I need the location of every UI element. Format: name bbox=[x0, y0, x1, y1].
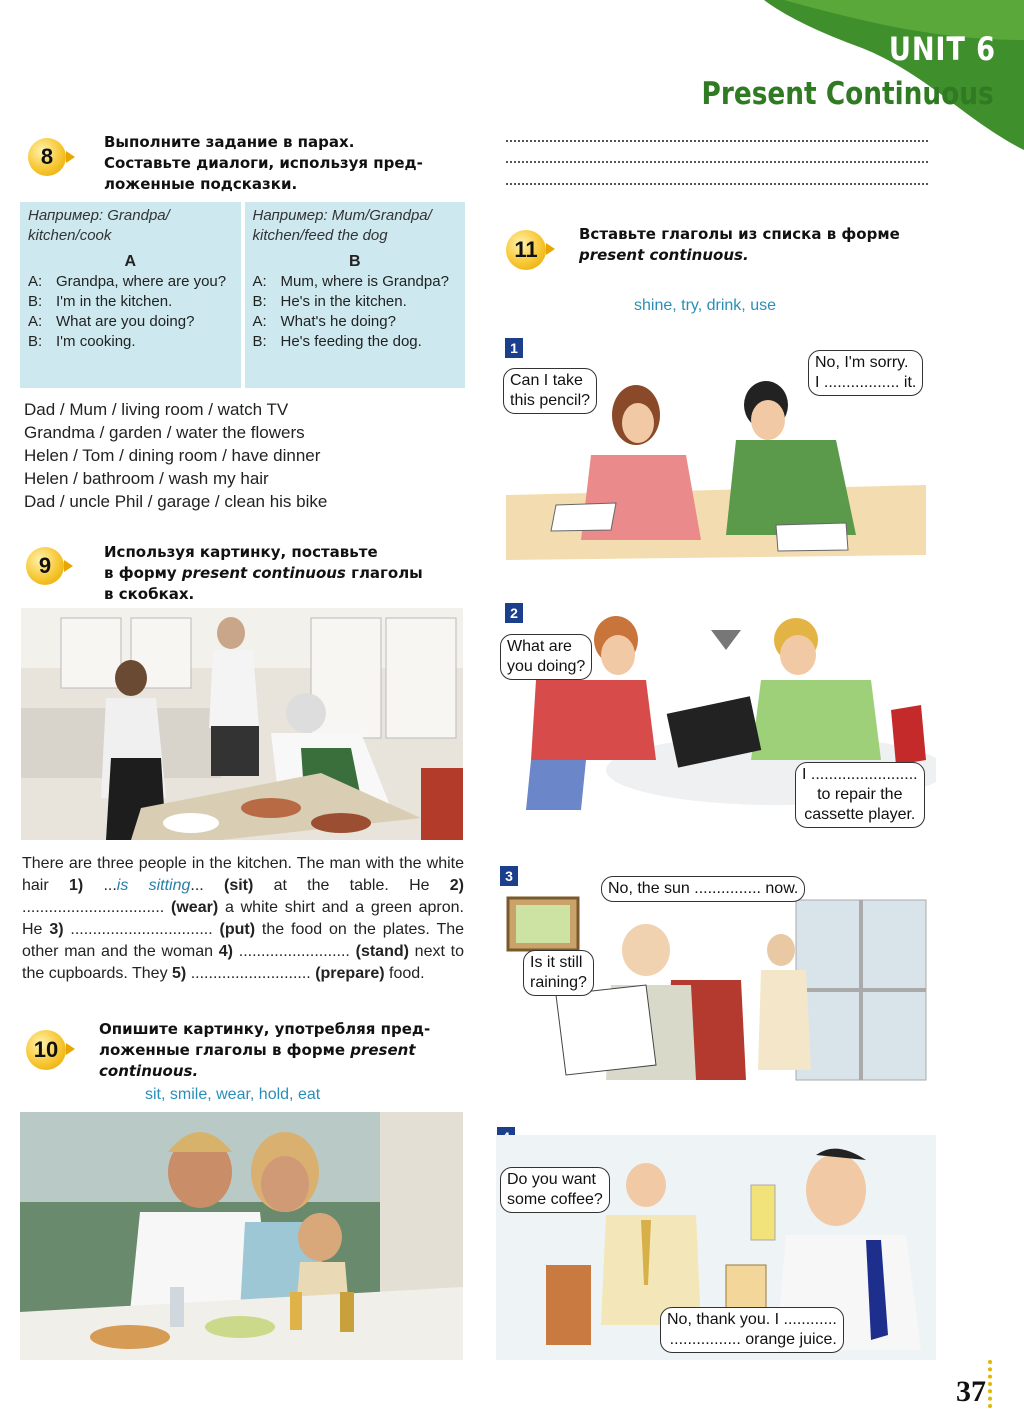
exercise-9-instruction: Используя картинку, поставьте в форму present continuous глаголы в скобках. bbox=[104, 543, 423, 603]
dialogue-b-example: Например: Mum/Grandpa/ kitchen/feed the dog bbox=[252, 207, 432, 244]
scene-2-number: 2 bbox=[505, 603, 523, 623]
speech-bubble-question: Can I take this pencil? bbox=[503, 368, 597, 414]
speech-bubble-answer: No, thank you. I ............ ................ orange juice. bbox=[660, 1307, 844, 1353]
scene-3-number: 3 bbox=[500, 866, 518, 886]
scene-1-number: 1 bbox=[505, 338, 523, 358]
exercise-9-badge: 9 bbox=[26, 547, 64, 585]
dialogue-a-head: A bbox=[124, 253, 137, 270]
family-photo bbox=[20, 1112, 463, 1360]
prompt-line: Dad / uncle Phil / garage / clean his bike bbox=[24, 492, 328, 511]
kitchen-photo bbox=[21, 608, 463, 840]
exercise-8-instruction: Выполните задание в парах. Составьте диалоги, используя пред- ложенные подсказки. bbox=[104, 133, 423, 193]
exercise-10-badge: 10 bbox=[26, 1030, 66, 1070]
prompt-line: Grandma / garden / water the flowers bbox=[24, 423, 305, 442]
answer-line bbox=[506, 161, 928, 163]
speech-bubble-question: Is it still raining? bbox=[523, 950, 594, 996]
exercise-9-text: There are three people in the kitchen. The man with the white hair 1) ...is sitting... (sit) at the table. He 2) ................................ (wear) a white shirt and a green apron. He 3) ................................ (put) the food on the plates. The other man and the woman 4) ......................... (stand) next to the cupboards. They 5) ........................... (prepare) food. bbox=[22, 855, 465, 982]
page-number-dots bbox=[988, 1360, 992, 1408]
dialogue-b: Например: Mum/Grandpa/ kitchen/feed the dog B A: Mum, where is Grandpa? B: He's in the kitchen. A: What's he doing? B: He's feeding the dog. bbox=[245, 202, 466, 388]
unit-label: UNIT 6 bbox=[888, 30, 996, 68]
unit-topic: Present Continuous bbox=[701, 76, 994, 112]
speech-bubble-answer: No, the sun ............... now. bbox=[601, 876, 805, 902]
exercise-8-prompts bbox=[24, 398, 327, 513]
answer-line bbox=[506, 183, 928, 185]
speech-bubble-question: Do you want some coffee? bbox=[500, 1167, 610, 1213]
exercise-10-instruction: Опишите картинку, употребляя пред- ложенные глаголы в форме present continuous. bbox=[99, 1020, 431, 1080]
dialogue-a-example: Например: Grandpa/ kitchen/cook bbox=[28, 207, 170, 244]
speech-bubble-answer: I ........................ to repair the cassette player. bbox=[795, 762, 925, 828]
dialogue-a: Например: Grandpa/ kitchen/cook A A: Grandpa, where are you? B: I'm in the kitchen. A: What are you doing? B: I'm cooking. bbox=[20, 202, 241, 388]
exercise-11-badge: 11 bbox=[506, 230, 546, 270]
prompt-line: Helen / Tom / dining room / have dinner bbox=[24, 446, 321, 465]
speech-bubble-answer: No, I'm sorry. I ................. it. bbox=[808, 350, 923, 396]
prompt-line: Helen / bathroom / wash my hair bbox=[24, 469, 269, 488]
exercise-8-badge: 8 bbox=[28, 138, 66, 176]
speech-bubble-question: What are you doing? bbox=[500, 634, 592, 680]
exercise-10-verbs: sit, smile, wear, hold, eat bbox=[145, 1086, 321, 1103]
exercise-11-verbs: shine, try, drink, use bbox=[634, 297, 776, 314]
page-number: 37 bbox=[956, 1375, 986, 1408]
filled-answer: is sitting bbox=[116, 877, 191, 894]
exercise-11-instruction: Вставьте глаголы из списка в форме present continuous. bbox=[579, 225, 900, 264]
example-dialogues-box bbox=[20, 202, 465, 388]
prompt-line: Dad / Mum / living room / watch TV bbox=[24, 400, 289, 419]
dialogue-b-head: B bbox=[348, 253, 361, 270]
answer-line bbox=[506, 140, 928, 142]
